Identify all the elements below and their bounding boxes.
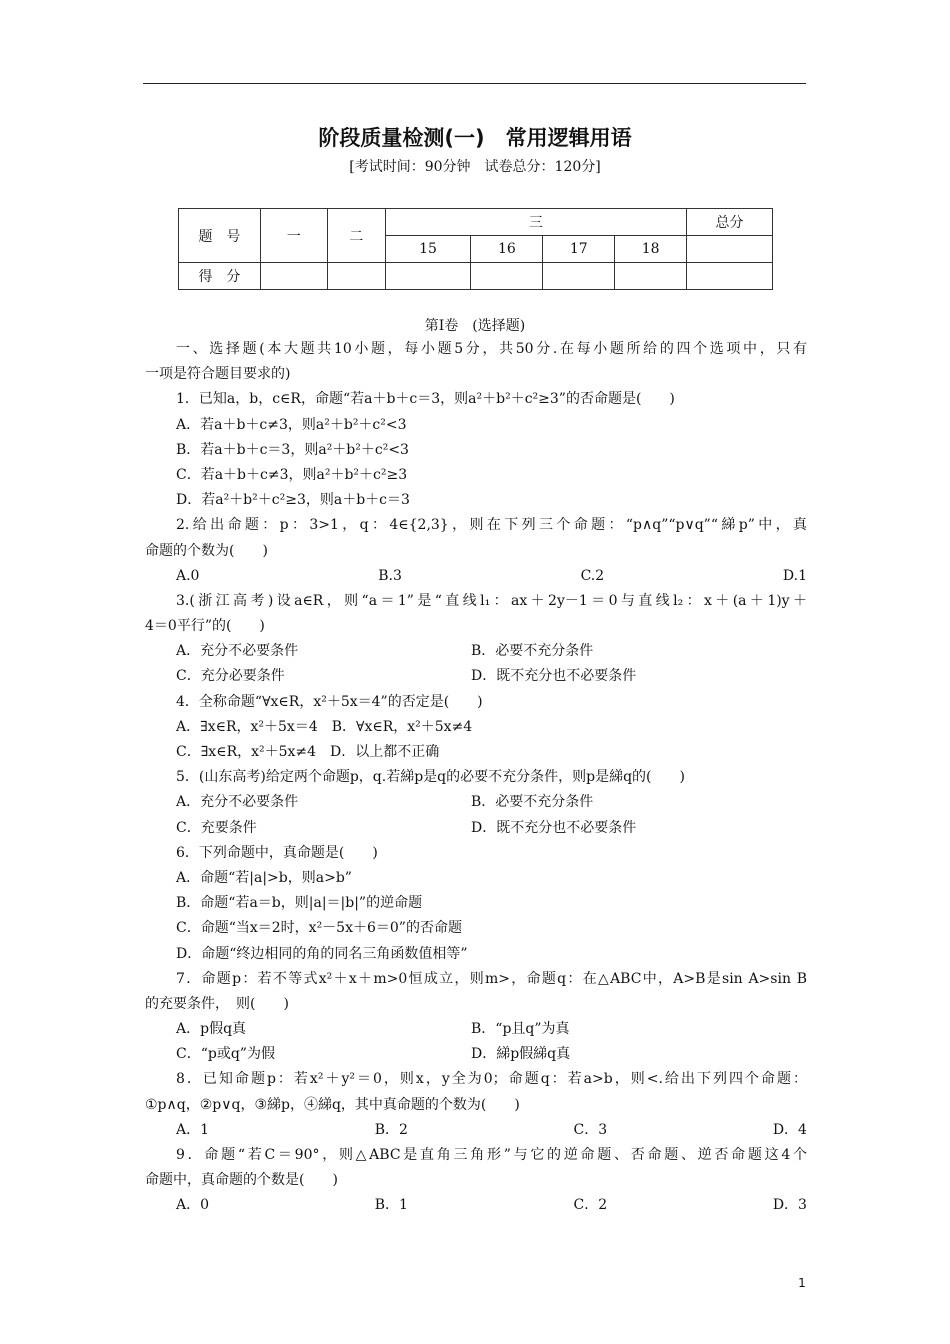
answer-option[interactable]: C.2: [580, 567, 605, 584]
question-stem: 命题的个数为( ): [145, 542, 268, 559]
score-header-number: 题 号: [179, 209, 261, 263]
page-title: 阶段质量检测(一) 常用逻辑用语: [318, 126, 632, 150]
question-item: [145, 589, 807, 690]
answer-option[interactable]: B．2: [374, 1121, 408, 1138]
answer-option[interactable]: D．綈p假綈q真: [471, 1046, 571, 1063]
question-stem: 4．全称命题“∀x∈R，x²＋5x＝4”的否定是( ): [176, 693, 483, 710]
question-list: [145, 337, 807, 1219]
answer-option[interactable]: D．命题“终边相同的角的同名三角函数值相等”: [176, 945, 468, 962]
answer-option[interactable]: B.3: [378, 567, 402, 584]
answer-option[interactable]: A．1: [176, 1121, 210, 1138]
question-stem: 6．下列命题中，真命题是( ): [176, 844, 378, 861]
options-row: [145, 1042, 807, 1067]
answer-option[interactable]: A．充分不必要条件: [176, 643, 299, 660]
answer-option[interactable]: D．若a²＋b²＋c²≥3，则a＋b＋c＝3: [176, 492, 410, 509]
answer-option[interactable]: B．“p且q”为真: [471, 1021, 570, 1038]
score-cell: [471, 263, 543, 290]
question-stem: 1．已知a，b，c∈R，命题“若a＋b＋c＝3，则a²＋b²＋c²≥3”的否命题是( ): [176, 391, 675, 408]
options-row: [145, 1118, 807, 1143]
answer-option[interactable]: D．3: [772, 1197, 807, 1214]
question-stem: 5．(山东高考)给定两个命题p，q.若綈p是q的必要不充分条件，则p是綈q的( ): [176, 769, 685, 786]
options-row: [145, 1017, 807, 1042]
answer-option[interactable]: A．充分不必要条件: [176, 794, 299, 811]
answer-option[interactable]: C．命题“当x＝2时，x²－5x＋6＝0”的否命题: [176, 920, 462, 937]
question-item: [145, 690, 807, 766]
question-item: [145, 387, 807, 513]
answer-option[interactable]: D．既不充分也不必要条件: [471, 668, 637, 685]
score-cell: [327, 263, 385, 290]
answer-option[interactable]: C．∃x∈R，x²＋5x≠4 D．以上都不正确: [176, 744, 440, 760]
score-cell: [385, 263, 471, 290]
question-stem: ①p∧q，②p∨q，③綈p，④綈q，其中真命题的个数为( ): [145, 1096, 520, 1113]
answer-option[interactable]: B．若a＋b＋c＝3，则a²＋b²＋c²<3: [176, 441, 409, 458]
question-item: [145, 1067, 807, 1143]
question-stem: 9．命题“若C＝90°，则△ABC是直角三角形”与它的逆命题、否命题、逆否命题这4个: [176, 1147, 807, 1163]
score-cell: [543, 263, 615, 290]
answer-option[interactable]: A．命题“若|a|>b，则a>b”: [176, 869, 352, 886]
answer-option[interactable]: C．若a＋b＋c≠3，则a²＋b²＋c²≥3: [176, 466, 408, 483]
question-item: [145, 841, 807, 967]
score-cell: [260, 263, 327, 290]
answer-option[interactable]: B．必要不充分条件: [471, 643, 594, 660]
answer-option[interactable]: C．充要条件: [176, 819, 257, 836]
options-row: [145, 790, 807, 815]
question-stem: 8．已知命题p：若x²＋y²＝0，则x，y全为0；命题q：若a>b，则<.给出下列四个命题：: [176, 1071, 807, 1088]
answer-option[interactable]: A．p假q真: [176, 1021, 247, 1038]
score-cell: [687, 263, 773, 290]
score-table: [178, 208, 773, 290]
score-cell: [615, 263, 687, 290]
options-row: [145, 1193, 807, 1218]
answer-option[interactable]: A．若a＋b＋c≠3，则a²＋b²＋c²<3: [176, 416, 407, 433]
score-subheader: 18: [615, 236, 687, 263]
score-header-part2: 二: [327, 209, 385, 263]
question-item: [145, 1143, 807, 1219]
answer-option[interactable]: C．“p或q”为假: [176, 1046, 275, 1063]
answer-option[interactable]: C．充分必要条件: [176, 668, 285, 685]
options-row: [145, 639, 807, 664]
score-header-part3: 三: [385, 209, 686, 236]
question-stem: 4＝0平行”的( ): [145, 618, 265, 635]
score-header-total: 总分: [687, 209, 773, 236]
answer-option[interactable]: C．3: [573, 1121, 608, 1138]
exam-info: [考试时间：90分钟 试卷总分：120分]: [349, 159, 601, 175]
instructions-line: 一、选择题(本大题共10小题，每小题5分，共50分.在每小题所给的四个选项中，只有: [176, 341, 807, 357]
page-number: 1: [798, 1276, 806, 1290]
question-item: [145, 967, 807, 1068]
answer-option[interactable]: C．2: [573, 1197, 608, 1214]
question-stem: 3.(浙江高考)设a∈R，则“a＝1”是“直线l₁：ax＋2y－1＝0与直线l₂：x＋(a＋1)y＋: [176, 592, 807, 609]
question-stem: 命题中，真命题的个数是( ): [145, 1172, 338, 1189]
instructions-line: 一项是符合题目要求的): [145, 366, 291, 383]
question-item: [145, 765, 807, 841]
score-subheader: 15: [385, 236, 471, 263]
answer-option[interactable]: B．命题“若a＝b，则|a|＝|b|”的逆命题: [176, 895, 423, 912]
question-stem: 7．命题p：若不等式x²＋x＋m>0恒成立，则m>，命题q：在△ABC中，A>B是sin A>sin B: [176, 970, 807, 987]
answer-option[interactable]: B．1: [374, 1197, 408, 1214]
answer-option[interactable]: D．既不充分也不必要条件: [471, 819, 637, 836]
answer-option[interactable]: D.1: [782, 567, 807, 584]
answer-option[interactable]: A.0: [176, 567, 200, 584]
section-title: 第Ⅰ卷 (选择题): [424, 318, 526, 334]
options-row: [145, 664, 807, 689]
answer-option[interactable]: A．0: [176, 1197, 210, 1214]
score-subheader: 17: [543, 236, 615, 263]
question-stem: 2.给出命题：p：3>1，q：4∈{2,3}，则在下列三个命题：“p∧q”“p∨q”“綈p”中，真: [176, 517, 807, 534]
score-header-part1: 一: [260, 209, 327, 263]
options-row: [145, 816, 807, 841]
header-rule: [143, 83, 806, 84]
question-item: [145, 513, 807, 589]
score-cell: [687, 236, 773, 263]
question-stem: 的充要条件， 则( ): [145, 995, 289, 1012]
answer-option[interactable]: A．∃x∈R，x²＋5x＝4 B．∀x∈R，x²＋5x≠4: [176, 718, 473, 735]
options-row: [145, 564, 807, 589]
score-subheader: 16: [471, 236, 543, 263]
answer-option[interactable]: D．4: [772, 1121, 807, 1138]
answer-option[interactable]: B．必要不充分条件: [471, 794, 594, 811]
score-row-label: 得 分: [179, 263, 261, 290]
